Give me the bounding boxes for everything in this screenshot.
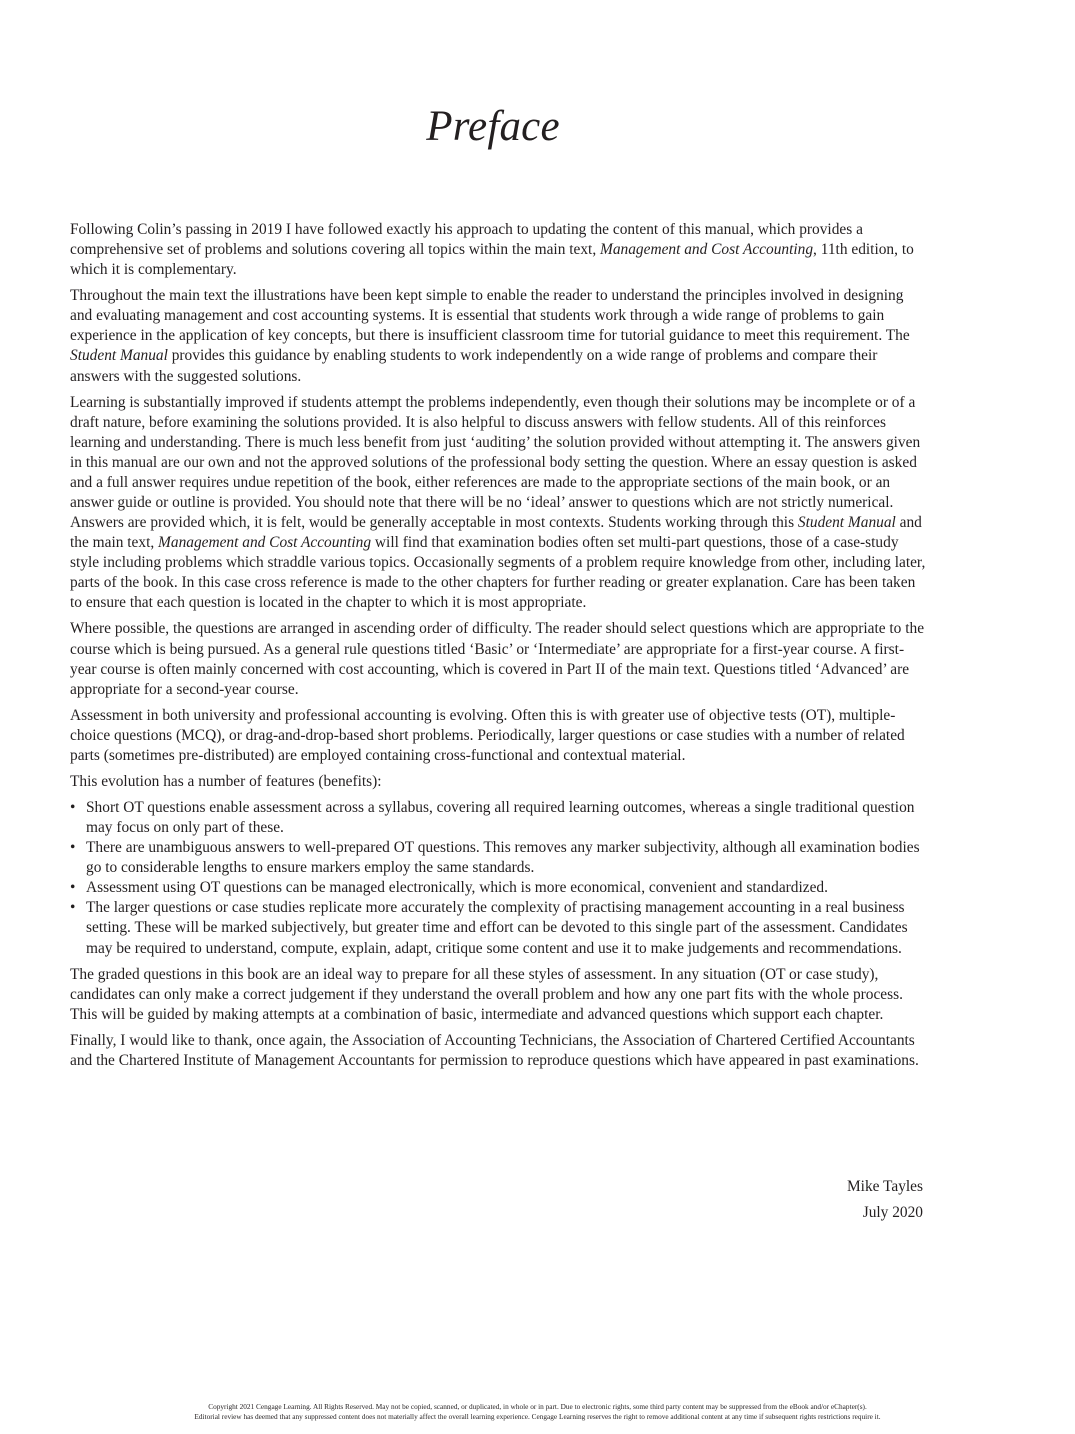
copyright-footer: [0, 1402, 1075, 1421]
bullet-icon: •: [70, 798, 76, 816]
book-title-italic: Management and Cost Accounting: [158, 534, 372, 552]
benefits-list: [70, 798, 926, 959]
bullet-icon: •: [70, 879, 76, 897]
bullet-icon: •: [70, 899, 76, 917]
manual-title-italic: Student Manual: [70, 347, 168, 365]
paragraph-4: Where possible, the questions are arranged in ascending order of difficulty. The reader should select questions which are appropriate to the course which is being pursued. As a general rule questions titled ‘Basic’ or ‘Intermediate’ are appropriate for a first-year course. A first-year course is often mainly concerned with cost accounting, which is covered in Part II of the main text. Questions titled ‘Advanced’ are appropriate for a second-year course.: [70, 620, 925, 698]
paragraph-8: Finally, I would like to thank, once again, the Association of Accounting Technicians, the Association of Chartered Certified Accountants and the Chartered Institute of Management Accountants for permission to reproduce questions which have appeared in past examinations.: [70, 1031, 919, 1069]
manual-title-italic: Student Manual: [797, 514, 896, 532]
signature-block: [847, 1174, 923, 1226]
list-item: • The larger questions or case studies replicate more accurately the complexity of practising management accounting in a real business setting. These will be marked subjectively, but greater time and effort can be devoted to this single part of the assessment. Candidates may be required to understand, compute, explain, adapt, critique some content and use it to make judgements and recommendations.: [70, 899, 908, 957]
paragraph-5: Assessment in both university and professional accounting is evolving. Often this is with greater use of objective tests (OT), multiple-choice questions (MCQ), or drag-and-drop-based short problems. Periodically, larger questions or case studies with a number of related parts (sometimes pre-distributed) are employed containing cross-functional and contextual material.: [70, 706, 905, 764]
book-title-italic: Management and Cost Accounting: [600, 241, 814, 259]
copyright-line-2: Editorial review has deemed that any suppressed content does not materially affect the overall learning experience. Cengage Learning reserves the right to remove additional content at any time if subsequent rights restrictions require it.: [194, 1411, 881, 1421]
list-item: • Short OT questions enable assessment across a syllabus, covering all required learning outcomes, whereas a single traditional question may focus on only part of these.: [70, 798, 915, 836]
paragraph-6: This evolution has a number of features (benefits):: [70, 772, 382, 790]
preface-body: [70, 220, 926, 1077]
list-item: • There are unambiguous answers to well-prepared OT questions. This removes any marker subjectivity, although all examination bodies go to considerable lengths to ensure markers employ the same standards.: [70, 839, 920, 877]
page-title: Preface: [426, 103, 560, 150]
paragraph-1: Following Colin’s passing in 2019 I have followed exactly his approach to updating the content of this manual, which provides a comprehensive set of problems and solutions covering all topics within the main text, Management and Cost Accounting, 11th edition, to which it is complementary.: [70, 221, 914, 279]
paragraph-2: Throughout the main text the illustrations have been kept simple to enable the reader to understand the principles involved in designing and evaluating management and cost accounting systems. It is essential that students work through a wide range of problems to gain experience in the application of key concepts, but there is insufficient classroom time for tutorial guidance to meet this requirement. The Student Manual provides this guidance by enabling students to work independently on a wide range of problems and compare their answers with the suggested solutions.: [70, 287, 910, 385]
paragraph-3: Learning is substantially improved if students attempt the problems independently, even though their solutions may be incomplete or of a draft nature, before examining the solutions provided. It is also helpful to discuss answers with fellow students. All of this reinforces learning and understanding. There is much less benefit from just ‘auditing’ the solution provided without attempting it. The answers given in this manual are our own and not the approved solutions of the professional body setting the question. Where an essay question is asked and a full answer requires undue repetition of the book, either references are made to the appropriate sections of the main book, or an answer guide or outline is provided. You should note that there will be no ‘ideal’ answer to questions which are not strictly numerical. Answers are provided which, it is felt, would be generally acceptable in most contexts. Students working through this Student Manual and the main text, Management and Cost Accounting will find that examination bodies often set multi-part questions, those of a case-study style including problems which straddle various topics. Occasionally segments of a problem require knowledge from other, including later, parts of the book. In this case cross reference is made to the other chapters for further reading or greater explanation. Care has been taken to ensure that each question is located in the chapter to which it is most appropriate.: [70, 393, 926, 612]
paragraph-7: The graded questions in this book are an ideal way to prepare for all these styles of assessment. In any situation (OT or case study), candidates can only make a correct judgement if they understand the overall problem and how any one part fits with the whole process. This will be guided by making attempts at a combination of basic, intermediate and advanced questions which support each chapter.: [70, 965, 903, 1023]
copyright-line-1: Copyright 2021 Cengage Learning. All Rights Reserved. May not be copied, scanned, or duplicated, in whole or in part. Due to electronic rights, some third party content may be suppressed from the eBook and/or eChapter(s).: [208, 1402, 867, 1411]
list-item: • Assessment using OT questions can be managed electronically, which is more economical, convenient and standardized.: [70, 878, 926, 898]
signature-date: July 2020: [862, 1204, 923, 1221]
bullet-icon: •: [70, 839, 76, 857]
author-name: Mike Tayles: [846, 1178, 923, 1195]
